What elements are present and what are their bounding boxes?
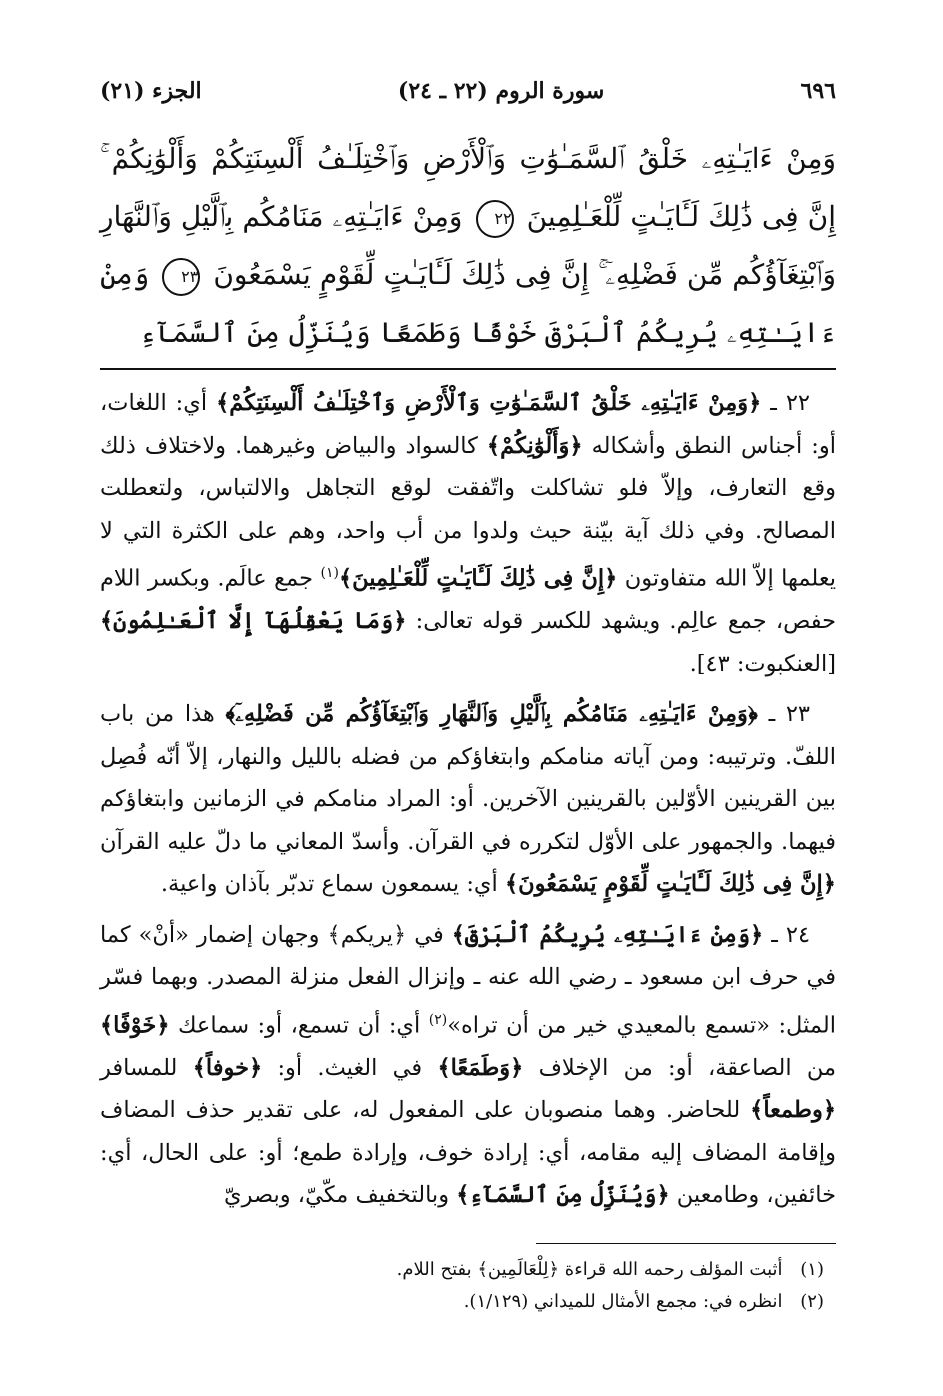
quran-quote: ﴿وَطَمَعًا﴾ (437, 1054, 524, 1081)
footnote-ref-1[interactable]: (١) (320, 565, 339, 581)
quran-quote: ﴿وَمِنْ ءَايَـٰتِهِۦ مَنَامُكُم بِٱلَّيْلِ وَٱلنَّهَارِ وَٱبْتِغَآؤُكُم مِّن فَضْلِهِۦٓ﴾ (225, 701, 758, 727)
quran-quote: ﴿وَيُنَزِّلُ مِنَ ٱلسَّمَآءِ﴾ (456, 1182, 670, 1208)
commentary-text: للمسافر (100, 1054, 178, 1081)
commentary-paragraph-24 (100, 914, 836, 1217)
footnote-text: أثبت المؤلف رحمه الله قراءة ﴿لِلْعَالَمِين﴾ بفتح اللام. (396, 1258, 783, 1280)
commentary-body (100, 382, 836, 1217)
commentary-text: وبالتخفيف مكّيّ، وبصريّ (223, 1182, 450, 1208)
paragraph-number: ٢٣ ـ (768, 701, 811, 727)
quran-part-1: وَمِنْ ءَايَـٰتِهِۦ خَلْقُ ٱلسَّمَـٰوَٰتِ وَٱلْأَرْضِ وَٱخْتِلَـٰفُ أَلْسِنَتِكُمْ وَأَلْوَٰنِكُمْ ۚ إِنَّ فِى ذَٰلِكَ لَـَٔايَـٰتٍ لِّلْعَـٰلِمِينَ (100, 142, 836, 233)
quran-quote: ﴿إِنَّ فِى ذَٰلِكَ لَـَٔايَـٰتٍ لِّلْعَـٰلِمِينَ﴾ (338, 565, 618, 592)
quran-quote: ﴿خوفاً﴾ (192, 1054, 263, 1081)
commentary-text: أي: يسمعون سماع تدبّر بآذان واعية. (160, 871, 498, 897)
quran-quote: ﴿وَأَلْوَٰنِكُمْ﴾ (486, 432, 583, 459)
ayah-end-marker-22: ٢٢ (476, 200, 514, 238)
juz-label: الجزء (٢١) (100, 78, 202, 104)
quran-part-2: وَمِنْ ءَايَـٰتِهِۦ مَنَامُكُم بِٱلَّيْلِ وَٱلنَّهَارِ وَٱبْتِغَآؤُكُم مِّن فَضْلِهِۦٓ ۚ إِنَّ فِى ذَٰلِكَ لَـَٔايَـٰتٍ لِّقَوْمٍ يَسْمَعُونَ (100, 200, 836, 291)
paragraph-number: ٢٢ ـ (770, 390, 810, 416)
footnote-2 (100, 1286, 836, 1318)
commentary-paragraph-22 (100, 382, 836, 685)
footnotes (100, 1254, 836, 1318)
footnote-1 (100, 1254, 836, 1286)
footnote-text: انظره في: مجمع الأمثال للميداني (١/١٢٩). (463, 1290, 783, 1312)
footnote-number: (١) (800, 1258, 824, 1280)
commentary-text: هذا من باب اللفّ. وترتيبه: ومن آياته منامكم وابتغاؤكم من فضله بالليل والنهار، إلاّ أنّه فُصِل بين القرينين الأوّلين بالقرينين الآخرين. أو: المراد منامكم في الزمانين وابتغاؤكم فيهما. والجمهور على الأوّل لتكرره في القرآن. وأسدّ المعاني ما دلّ عليه القرآن (100, 701, 836, 855)
commentary-text: في الغيث. أو: (277, 1054, 423, 1081)
quran-quote: ﴿إِنَّ فِى ذَٰلِكَ لَـَٔايَـٰتٍ لِّقَوْمٍ يَسْمَعُونَ﴾ (504, 871, 836, 897)
commentary-text: في ﴿يريكم﴾ وجهان إضمار «أنْ» كما في حرف ابن مسعود ـ رضي الله عنه ـ وإنزال الفعل منزلة المصدر. وبهما فسّر المثل: «تسمع بالمعيدي خير من أن تراه» (100, 921, 836, 1038)
quran-quote: ﴿وطمعاً﴾ (750, 1097, 836, 1123)
quran-text-block (100, 130, 836, 370)
commentary-text: للحاضر. وهما منصوبان على المفعول له، على تقدير حذف المضاف وإقامة المضاف إليه مقامه، أي: إرادة خوف، وإرادة طمع؛ أو: على الحال، أي: خائفين، وطامعين (100, 1097, 836, 1208)
commentary-text: كالسواد والبياض وغيرهما. ولاختلاف ذلك وقع التعارف، وإلاّ فلو تشاكلت واتّفقت لوقع التجاهل والالتباس، ولتعطلت المصالح. وفي ذلك آية بيّنة حيث ولدوا من أب واحد، وهم على الكثرة التي لا يعلمها إلاّ الله متفاوتون (100, 432, 836, 592)
quran-quote: ﴿وَمِنْ ءَايَـٰتِهِۦ خَلْقُ ٱلسَّمَـٰوَٰتِ وَٱلْأَرْضِ وَٱخْتِلَـٰفُ أَلْسِنَتِكُمْ﴾ (216, 390, 762, 416)
paragraph-number: ٢٤ ـ (771, 921, 811, 948)
commentary-text: أي: اللغات، أو: أجناس النطق وأشكاله (100, 390, 836, 459)
footnote-ref-2[interactable]: (٢) (428, 1011, 448, 1028)
quran-quote: ﴿خَوْفًا﴾ (100, 1012, 170, 1038)
quran-quote: ﴿وَمَا يَعْقِلُهَآ إِلَّا ٱلْعَـٰلِمُونَ﴾ (100, 608, 407, 634)
quran-part-3: وَمِنْ ءَايَـٰتِهِۦ يُرِيكُمُ ٱلْبَرْقَ خَوْفًا وَطَمَعًا وَيُنَزِّلُ مِنَ ٱلسَّمَآءِ (100, 258, 836, 349)
footnote-number: (٢) (800, 1290, 824, 1312)
page-number: ٦٩٦ (800, 78, 836, 104)
footnote-divider (536, 1243, 836, 1244)
ayah-end-marker-23: ٢٣ (162, 258, 200, 296)
quran-quote: ﴿وَمِنْ ءَايَـٰتِهِۦ يُرِيكُمُ ٱلْبَرْقَ﴾ (451, 921, 764, 948)
running-header (100, 78, 836, 122)
commentary-paragraph-23 (100, 693, 836, 906)
book-page (100, 78, 836, 1328)
commentary-text: [العنكبوت: ٤٣]. (689, 650, 836, 677)
commentary-text: جمع عالَم. وبكسر اللام حفص، جمع عالِم. ويشهد للكسر قوله تعالى: (100, 565, 837, 634)
commentary-text: من الصاعقة، أو: من الإخلاف (538, 1054, 837, 1081)
commentary-text: أي: أن تسمع، أو: سماعك (177, 1012, 421, 1038)
surah-title: سورة الروم (٢٢ ـ ٢٤) (397, 78, 605, 104)
